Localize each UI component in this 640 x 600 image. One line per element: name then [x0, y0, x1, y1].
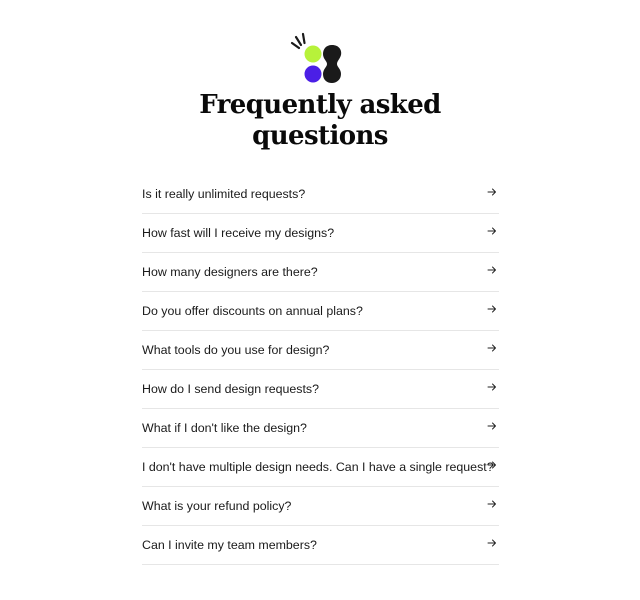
title-line-1: Frequently asked — [199, 90, 441, 120]
faq-question: How many designers are there? — [142, 265, 318, 279]
faq-question: I don't have multiple design needs. Can I have a single request? — [142, 460, 494, 474]
faq-item[interactable] — [142, 526, 499, 565]
faq-question: Is it really unlimited requests? — [142, 187, 306, 201]
faq-item[interactable] — [142, 370, 499, 409]
arrow-right-icon — [487, 382, 497, 392]
faq-question: What if I don't like the design? — [142, 421, 307, 435]
designjoy-logo-icon — [286, 32, 346, 88]
faq-question: Do you offer discounts on annual plans? — [142, 304, 363, 318]
arrow-right-icon — [487, 343, 497, 353]
faq-question: How do I send design requests? — [142, 382, 320, 396]
faq-item[interactable] — [142, 448, 499, 487]
title-line-2: questions — [252, 121, 388, 151]
faq-item[interactable] — [142, 292, 499, 331]
arrow-right-icon — [487, 226, 497, 236]
faq-question: What is your refund policy? — [142, 499, 292, 513]
arrow-right-icon — [487, 499, 497, 509]
arrow-right-icon — [487, 304, 497, 314]
arrow-right-icon — [487, 460, 497, 470]
arrow-right-icon — [487, 538, 497, 548]
arrow-right-icon — [487, 421, 497, 431]
page-title — [0, 90, 640, 152]
faq-question: How fast will I receive my designs? — [142, 226, 335, 240]
faq-item[interactable] — [142, 214, 499, 253]
faq-item[interactable] — [142, 253, 499, 292]
faq-item[interactable] — [142, 175, 499, 214]
arrow-right-icon — [487, 187, 497, 197]
faq-list — [142, 175, 499, 565]
faq-item[interactable] — [142, 331, 499, 370]
faq-item[interactable] — [142, 409, 499, 448]
faq-question: What tools do you use for design? — [142, 343, 330, 357]
faq-item[interactable] — [142, 487, 499, 526]
faq-question: Can I invite my team members? — [142, 538, 317, 552]
arrow-right-icon — [487, 265, 497, 275]
